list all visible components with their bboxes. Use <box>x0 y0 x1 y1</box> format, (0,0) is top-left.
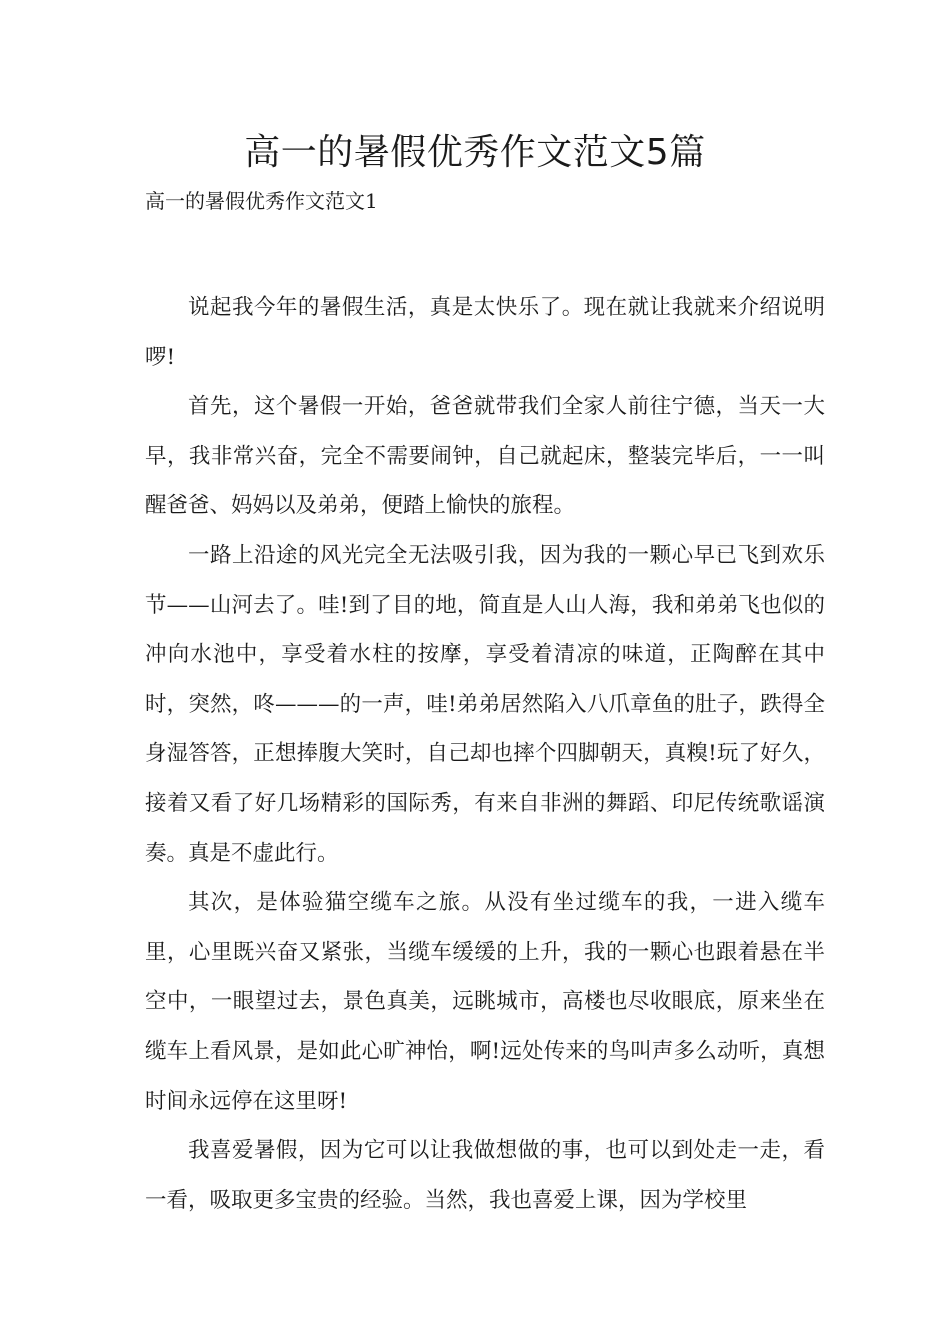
paragraph: 我喜爱暑假，因为它可以让我做想做的事，也可以到处走一走，看一看，吸取更多宝贵的经验。当然，我也喜爱上课，因为学校里 <box>145 1138 825 1213</box>
essay-body <box>145 283 825 1225</box>
document-title: 高一的暑假优秀作文范文5篇 <box>244 132 706 173</box>
paragraph: 说起我今年的暑假生活，真是太快乐了。现在就让我就来介绍说明啰! <box>145 295 825 370</box>
section-heading: 高一的暑假优秀作文范文1 <box>145 189 378 213</box>
paragraph: 其次，是体验猫空缆车之旅。从没有坐过缆车的我，一进入缆车里，心里既兴奋又紧张，当缆车缓缓的上升，我的一颗心也跟着悬在半空中，一眼望过去，景色真美，远眺城市，高楼也尽收眼底，原来坐在缆车上看风景，是如此心旷神怡，啊!远处传来的鸟叫声多么动听，真想时间永远停在这里呀! <box>145 890 825 1114</box>
paragraph: 一路上沿途的风光完全无法吸引我，因为我的一颗心早已飞到欢乐节——山河去了。哇!到了目的地，简直是人山人海，我和弟弟飞也似的冲向水池中，享受着水柱的按摩，享受着清凉的味道，正陶醉在其中时，突然，咚———的一声，哇!弟弟居然陷入八爪章鱼的肚子，跌得全身湿答答，正想捧腹大笑时，自己却也摔个四脚朝天，真糗!玩了好久，接着又看了好几场精彩的国际秀，有来自非洲的舞蹈、印尼传统歌谣演奏。真是不虚此行。 <box>145 542 825 866</box>
paragraph: 首先，这个暑假一开始，爸爸就带我们全家人前往宁德，当天一大早，我非常兴奋，完全不需要闹钟，自己就起床，整装完毕后，一一叫醒爸爸、妈妈以及弟弟，便踏上愉快的旅程。 <box>145 394 825 519</box>
